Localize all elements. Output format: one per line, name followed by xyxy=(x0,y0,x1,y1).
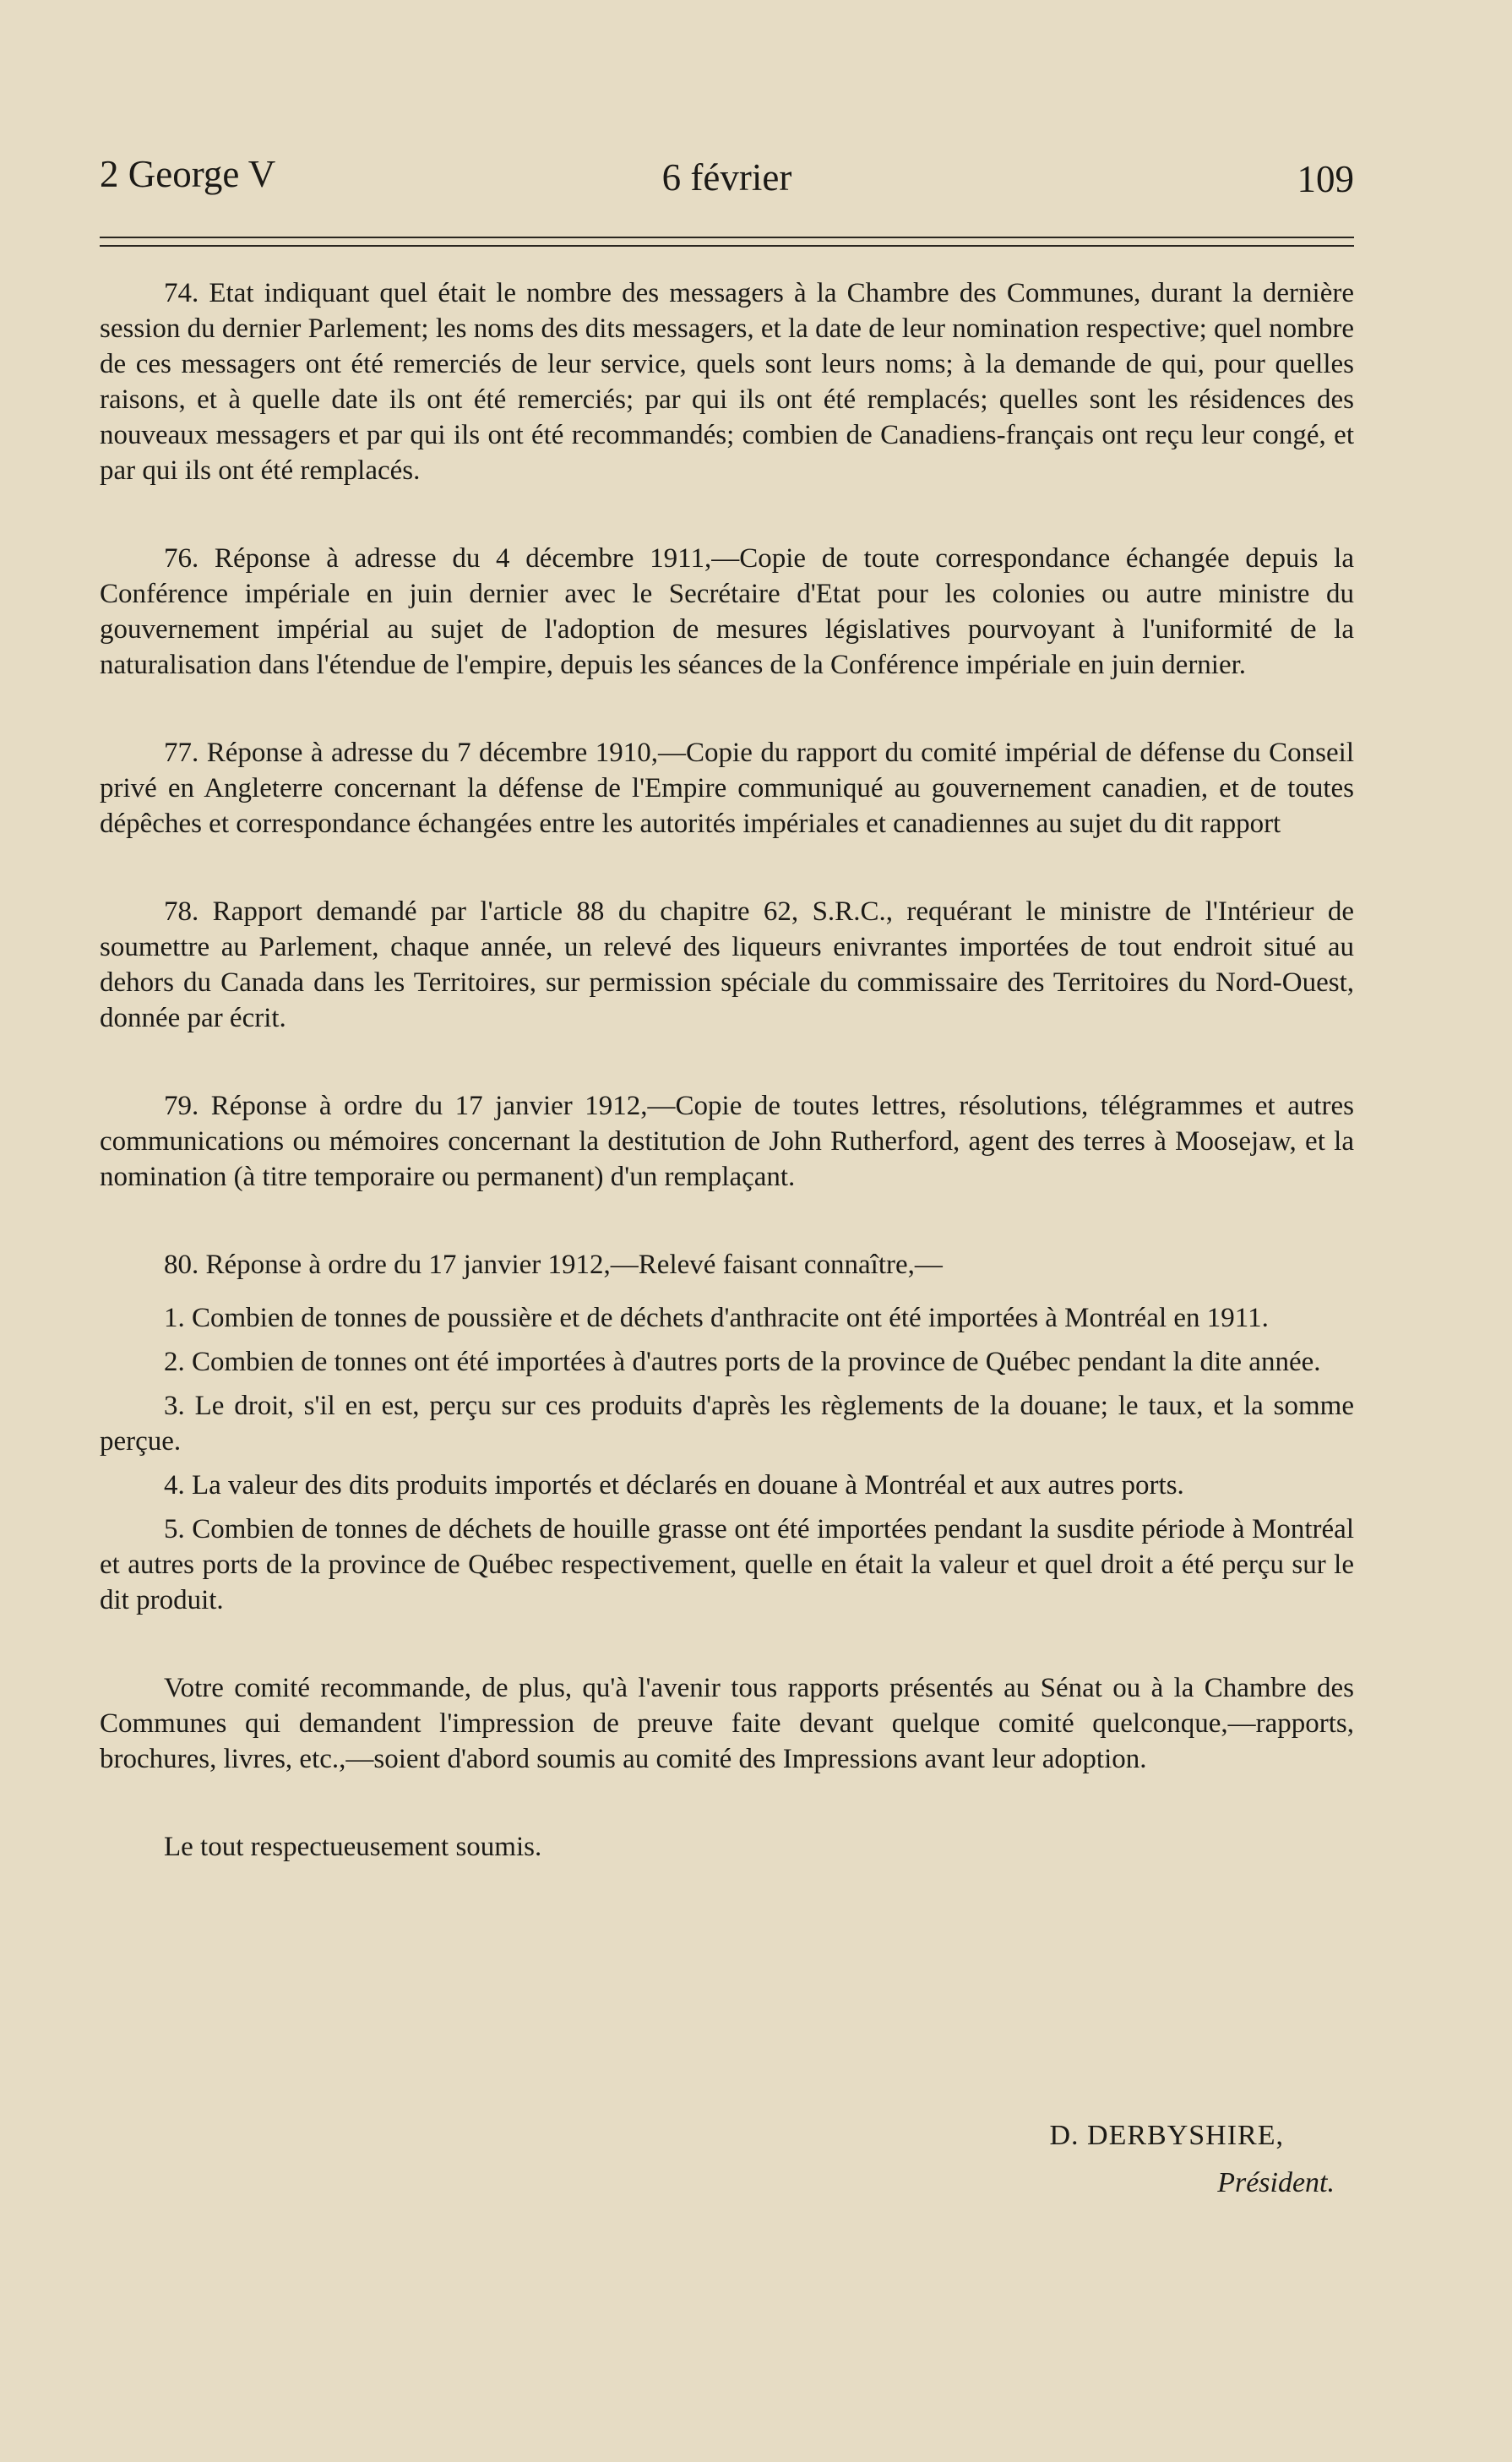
page-header xyxy=(100,152,1354,213)
subitem-1: 1. Combien de tonnes de poussière et de déchets d'anthracite ont été importées à Montréal en 1911. xyxy=(164,1303,1269,1333)
subitem-3: 3. Le droit, s'il en est, perçu sur ces produits d'après les règlements de la douane; le taux, et la somme perçue. xyxy=(100,1391,1354,1457)
signatory-title: Président. xyxy=(1217,2167,1335,2198)
header-rule-top xyxy=(100,237,1354,238)
signatory-name: D. DERBYSHIRE, xyxy=(1049,2120,1284,2151)
item-80: 80. Réponse à ordre du 17 janvier 1912,—Relevé faisant connaître,— xyxy=(164,1250,943,1280)
item-76: 76. Réponse à adresse du 4 décembre 1911,—Copie de toute correspondance échangée depuis la Conférence impériale en juin dernier avec le Secrétaire d'Etat pour les colonies ou autre ministre du gouvernement impérial au sujet de l'adoption de mesures législatives pourvoyant à l'uniformité de la naturalisation dans l'étendue de l'empire, depuis les séances de la Conférence impériale en juin dernier. xyxy=(100,543,1354,680)
subitem-4: 4. La valeur des dits produits importés et déclarés en douane à Montréal et aux autres ports. xyxy=(164,1470,1184,1501)
header-rule-bottom xyxy=(100,245,1354,247)
document-body xyxy=(100,275,1354,1865)
subitem-5: 5. Combien de tonnes de déchets de houille grasse ont été importées pendant la susdite période à Montréal et autres ports de la province de Québec respectivement, quelle en était la valeur et quel droit a été perçu sur le dit produit. xyxy=(100,1514,1354,1615)
session-label: 2 George V xyxy=(100,153,276,195)
subitem-2: 2. Combien de tonnes ont été importées à d'autres ports de la province de Québec pendant la dite année. xyxy=(164,1347,1321,1377)
closing-line: Le tout respectueusement soumis. xyxy=(164,1832,542,1862)
item-77: 77. Réponse à adresse du 7 décembre 1910,—Copie du rapport du comité impérial de défense du Conseil privé en Angleterre concernant la défense de l'Empire communiqué au gouvernement canadien, et de toutes dépêches et correspondance échangées entre les autorités impériales et canadiennes au sujet du dit rapport xyxy=(100,738,1354,839)
signature-block xyxy=(1049,2112,1335,2207)
item-74: 74. Etat indiquant quel était le nombre des messagers à la Chambre des Communes, durant la dernière session du dernier Parlement; les noms des dits messagers, et la date de leur nomination respective; quel nombre de ces messagers ont été remerciés de leur service, quels sont leurs noms; à la demande de qui, pour quelles raisons, et à quelle date ils ont été remerciés; par qui ils ont été remplacés; quelles sont les résidences des nouveaux messagers et par qui ils ont été recommandés; combien de Canadiens-français ont reçu leur congé, et par qui ils ont été remplacés. xyxy=(100,278,1354,486)
item-79: 79. Réponse à ordre du 17 janvier 1912,—Copie de toutes lettres, résolutions, télégrammes et autres communications ou mémoires concernant la destitution de John Rutherford, agent des terres à Moosejaw, et la nomination (à titre temporaire ou permanent) d'un remplaçant. xyxy=(100,1091,1354,1192)
recommendation-paragraph: Votre comité recommande, de plus, qu'à l'avenir tous rapports présentés au Sénat ou à la Chambre des Communes qui demandent l'impression de preuve faite devant quelque comité quelconque,—rapports, brochures, livres, etc.,—soient d'abord soumis au comité des Impressions avant leur adoption. xyxy=(100,1673,1354,1774)
page-number: 109 xyxy=(1297,158,1354,200)
item-78: 78. Rapport demandé par l'article 88 du chapitre 62, S.R.C., requérant le ministre de l'Intérieur de soumettre au Parlement, chaque année, un relevé des liqueurs enivrantes importées de tout endroit situé au dehors du Canada dans les Territoires, sur permission spéciale du commissaire des Territoires du Nord-Ouest, donnée par écrit. xyxy=(100,896,1354,1033)
page-date: 6 février xyxy=(661,156,792,199)
